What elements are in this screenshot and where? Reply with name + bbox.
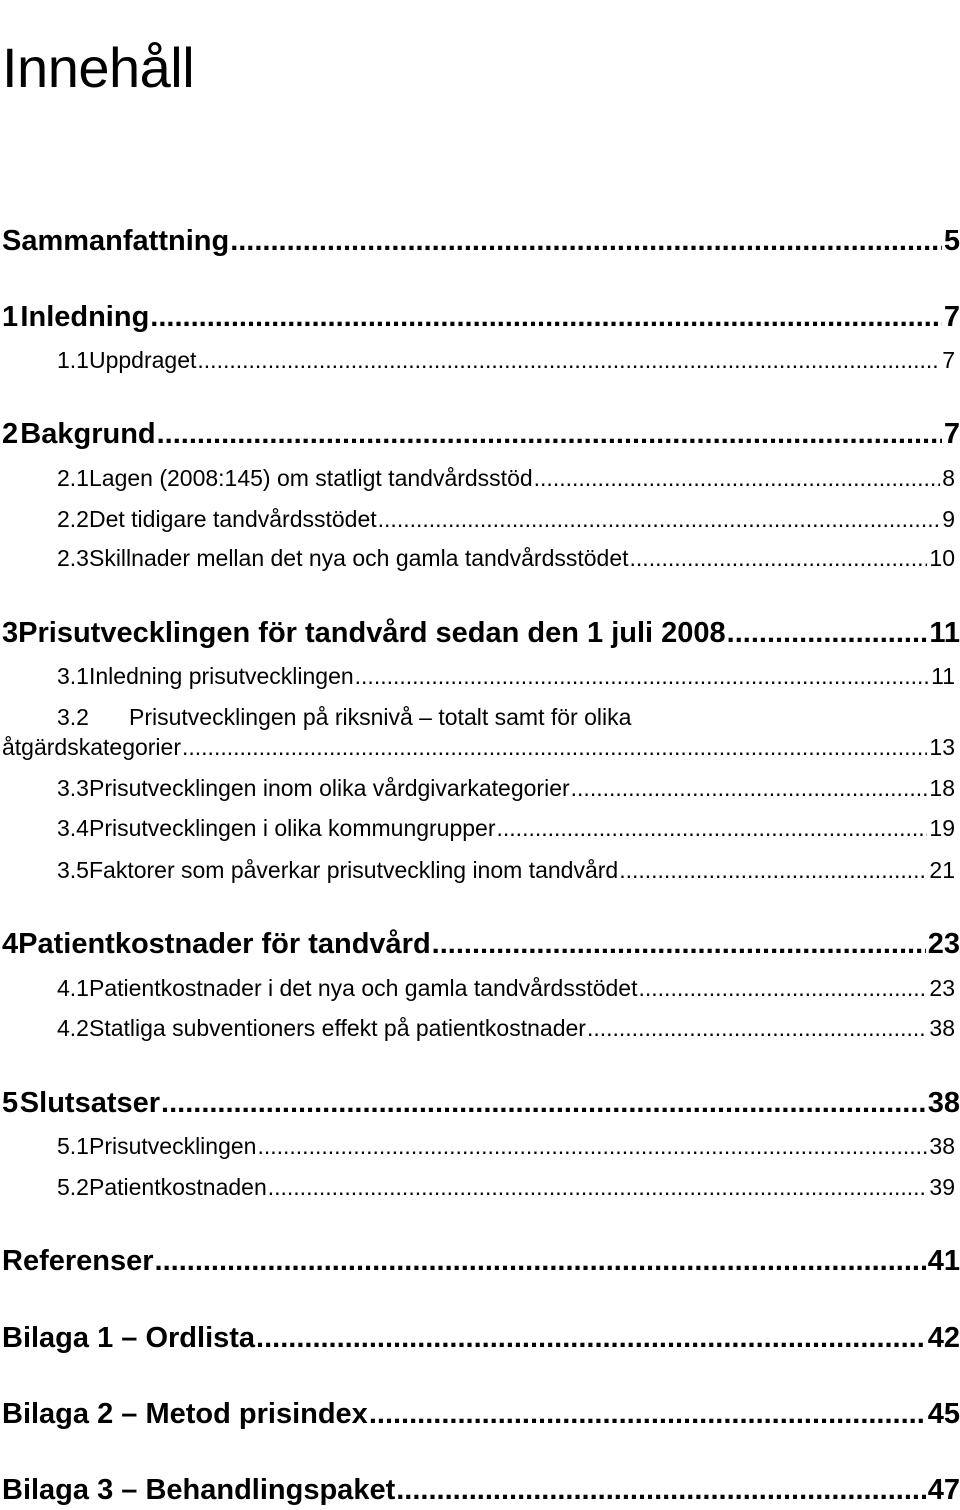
toc-entry-title: Prisutvecklingen på riksnivå – totalt samt för olika: [129, 704, 632, 730]
toc-entry-page: 23: [927, 928, 960, 960]
dot-leader: [150, 297, 942, 337]
toc-entry-number: 2.3: [57, 545, 89, 571]
dot-leader: [571, 771, 928, 805]
dot-leader: [157, 414, 942, 454]
toc-entry-title: Patientkostnader i det nya och gamla tandvårdsstödet: [88, 975, 638, 1001]
toc-entry-page: 47: [927, 1474, 960, 1506]
toc-subentry-first-line[interactable]: [0, 700, 631, 734]
toc-entry-page: 10: [929, 545, 955, 571]
toc-entry-number: 5: [2, 1087, 19, 1119]
toc-entry-title: Bilaga 3 – Behandlingspaket: [2, 1474, 396, 1506]
toc-entry-number: 3.1: [57, 663, 89, 689]
toc-entry-number: 4: [2, 928, 19, 960]
toc-entry-title: Inledning: [20, 301, 150, 333]
toc-entry-number: 4.1: [57, 975, 89, 1001]
toc-entry-page: 39: [929, 1174, 955, 1200]
dot-leader: [268, 1170, 928, 1204]
toc-entry-title: Statliga subventioners effekt på patientkostnader: [88, 1015, 586, 1041]
dot-leader: [182, 730, 927, 764]
toc-entry-number: 5.2: [57, 1174, 89, 1200]
toc-entry-title: Bakgrund: [20, 418, 156, 450]
toc-entry-title: Det tidigare tandvårdsstödet: [88, 506, 377, 532]
toc-entry-title: Prisutvecklingen inom olika vårdgivarkategorier: [88, 775, 570, 801]
toc-entry-page: 9: [942, 506, 955, 532]
dot-leader: [619, 853, 927, 887]
toc-entry-title: Uppdraget: [88, 347, 197, 373]
toc-subentry[interactable]: [0, 1011, 960, 1045]
toc-subentry[interactable]: [0, 1170, 960, 1204]
toc-entry-title: Inledning prisutvecklingen: [88, 663, 354, 689]
toc-entry-title: Slutsatser: [19, 1087, 161, 1119]
toc-subentry[interactable]: [0, 811, 960, 845]
dot-leader: [378, 502, 941, 536]
toc-entry-number: 2: [2, 418, 19, 450]
dot-leader: [497, 811, 928, 845]
dot-leader: [534, 461, 941, 495]
toc-entry-page: 42: [927, 1322, 960, 1354]
toc-entry-page: 8: [942, 465, 955, 491]
dot-leader: [197, 343, 940, 377]
toc-entry-number: 1: [2, 301, 19, 333]
toc-entry-number: 1.1: [57, 347, 89, 373]
dot-leader: [161, 1083, 926, 1123]
toc-entry-page: 38: [929, 1015, 955, 1041]
toc-entry-page: 7: [943, 301, 960, 333]
toc-entry-number: 3.2: [57, 704, 89, 730]
toc-entry-title: Prisutvecklingen för tandvård sedan den 1 juli 2008: [18, 617, 726, 649]
toc-entry-title-continued: åtgärdskategorier: [2, 734, 181, 760]
toc-entry[interactable]: [0, 221, 960, 261]
toc-entry-page: 45: [927, 1398, 960, 1430]
toc-entry-title: Faktorer som påverkar prisutveckling inom tandvård: [88, 857, 619, 883]
toc-entry-page: 11: [931, 663, 955, 689]
toc-entry-page: 23: [929, 975, 955, 1001]
toc-entry-number: 2.2: [57, 506, 89, 532]
toc-entry-title: Bilaga 1 – Ordlista: [2, 1322, 256, 1354]
toc-subentry[interactable]: [0, 659, 960, 693]
toc-entry-number: 3.5: [57, 857, 89, 883]
toc-subentry[interactable]: [0, 853, 960, 887]
dot-leader: [639, 971, 928, 1005]
toc-entry-title: Prisutvecklingen: [88, 1133, 257, 1159]
toc-entry-number: 5.1: [57, 1133, 89, 1159]
toc-subentry[interactable]: [0, 771, 960, 805]
toc-entry-page: 38: [929, 1133, 955, 1159]
toc-entry[interactable]: [0, 1470, 960, 1510]
toc-entry-title: Patientkostnader för tandvård: [18, 928, 431, 960]
toc-entry[interactable]: [0, 613, 960, 653]
toc-entry[interactable]: [0, 924, 960, 964]
dot-leader: [396, 1470, 926, 1510]
toc-entry-page: 11: [929, 617, 960, 649]
toc-entry-page: 19: [929, 815, 955, 841]
toc-entry-title: Lagen (2008:145) om statligt tandvårdsstöd: [88, 465, 533, 491]
toc-subentry[interactable]: [0, 343, 960, 377]
toc-entry-title: Patientkostnaden: [88, 1174, 267, 1200]
toc-entry[interactable]: [0, 1241, 960, 1281]
dot-leader: [230, 221, 942, 261]
toc-entry[interactable]: [0, 1083, 960, 1123]
dot-leader: [630, 541, 928, 575]
toc-entry[interactable]: [0, 1318, 960, 1358]
toc-entry-page: 21: [929, 857, 955, 883]
toc-entry-page: 41: [927, 1245, 960, 1277]
dot-leader: [369, 1394, 926, 1434]
toc-subentry[interactable]: [0, 461, 960, 495]
dot-leader: [155, 1241, 926, 1281]
toc-entry[interactable]: [0, 1394, 960, 1434]
toc-entry-page: 5: [943, 225, 960, 257]
toc-subentry[interactable]: [0, 541, 960, 575]
dot-leader: [727, 613, 928, 653]
page-title: Innehåll: [2, 35, 195, 99]
dot-leader: [587, 1011, 927, 1045]
toc-entry[interactable]: [0, 414, 960, 454]
toc-entry-title: Bilaga 2 – Metod prisindex: [2, 1398, 368, 1430]
dot-leader: [256, 1318, 926, 1358]
toc-entry-title: Sammanfattning: [2, 225, 230, 257]
toc-subentry[interactable]: [0, 971, 960, 1005]
toc-entry-number: 3.4: [57, 815, 89, 841]
toc-entry-number: 2.1: [57, 465, 89, 491]
toc-entry-number: 3.3: [57, 775, 89, 801]
toc-entry-title: Skillnader mellan det nya och gamla tandvårdsstödet: [88, 545, 629, 571]
dot-leader: [257, 1129, 927, 1163]
dot-leader: [432, 924, 926, 964]
toc-subentry[interactable]: [0, 502, 960, 536]
toc-subentry-continuation[interactable]: [0, 730, 960, 764]
toc-entry-title: Referenser: [2, 1245, 154, 1277]
dot-leader: [355, 659, 929, 693]
toc-entry-page: 38: [927, 1087, 960, 1119]
toc-entry-page: 7: [943, 418, 960, 450]
toc-entry-title: Prisutvecklingen i olika kommungrupper: [88, 815, 496, 841]
toc-entry-page: 18: [929, 775, 955, 801]
toc-entry-page: 7: [942, 347, 955, 373]
toc-entry-page: 13: [929, 734, 955, 760]
toc-subentry[interactable]: [0, 1129, 960, 1163]
toc-entry[interactable]: [0, 297, 960, 337]
toc-entry-number: 3: [2, 617, 19, 649]
toc-entry-number: 4.2: [57, 1015, 89, 1041]
